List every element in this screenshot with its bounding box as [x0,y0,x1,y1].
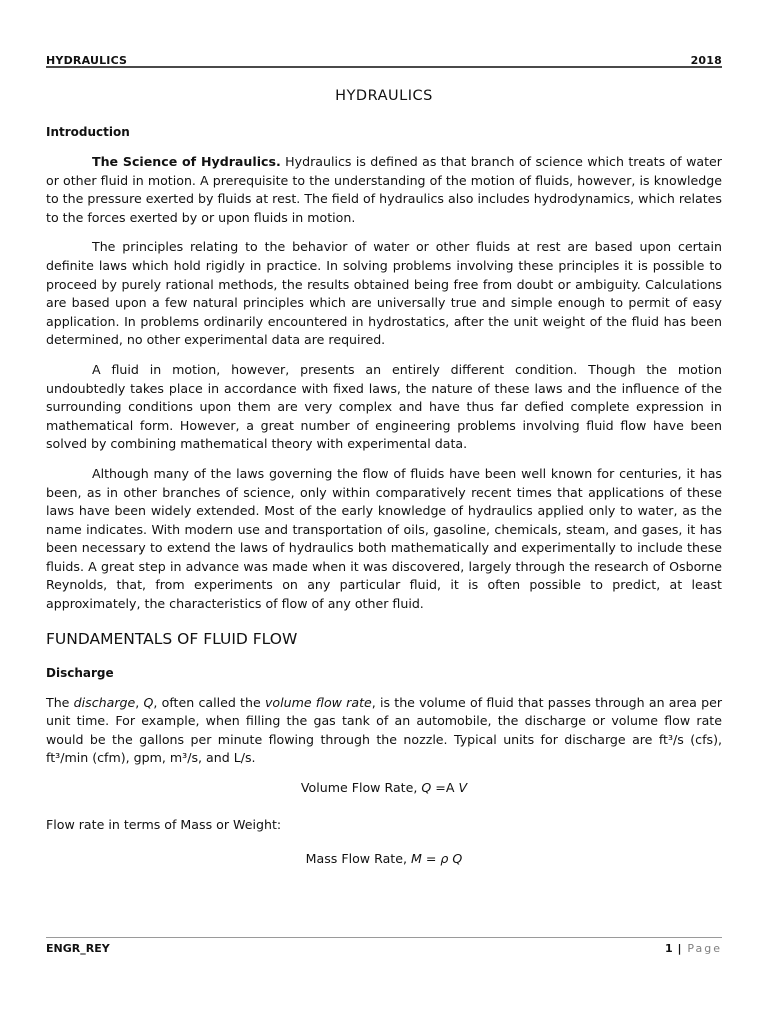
document-title: HYDRAULICS [335,88,433,104]
header-title: HYDRAULICS [46,54,128,67]
discharge-text-2: , [135,694,144,710]
mass-flow-intro: Flow rate in terms of Mass or Weight: [46,816,282,832]
footer-author: ENGR_REY [46,942,110,955]
page-separator: | [677,942,682,955]
equation-lhs: Q [421,780,432,796]
equation-label: Mass Flow Rate, [305,851,411,867]
equation-lhs: M [410,851,422,867]
page-indicator [665,942,722,955]
page-footer [46,942,722,955]
discharge-text-1: The [46,694,74,710]
introduction-heading: Introduction [46,125,130,139]
page-label: Page [687,942,722,955]
equation-mid: = [421,851,441,867]
intro-lead: The Science of Hydraulics. [92,154,281,169]
discharge-text-3: , often called the [153,694,265,710]
discharge-text-4: , is the volume of fluid that passes through an area per unit time. For example, when filling the gas tank of an automobile, the discharge or volume flow rate would be the gallons per minute flowing through the nozzle. Typical units for discharge are ft³/s (cfs), ft³/min (cfm), gpm, m³/s, and L/s. [46,694,723,766]
discharge-paragraph [46,694,722,768]
footer-divider [46,937,722,938]
equation-mid: =A [431,780,459,796]
equation-rhs: ρ Q [440,851,463,867]
mass-flow-equation [46,850,722,869]
discharge-term: discharge [73,694,136,710]
equation-rhs: V [458,780,468,796]
volume-flow-rate-term: volume flow rate [264,694,372,710]
page-header [46,47,722,67]
intro-paragraph-4: Although many of the laws governing the flow of fluids have been well known for centuries, it has been, as in other branches of science, only within comparatively recent times that applications of these laws have been widely extended. Most of the early knowledge of hydraulics applied only to water, as the name indicates. With modern use and transportation of oils, gasoline, chemicals, steam, and gases, it has been necessary to extend the laws of hydraulics both mathematically and experimentally to include these fluids. A great step in advance was made when it was discovered, largely through the research of Osborne Reynolds, that, from experiments on any particular fluid, it is often possible to predict, at least approximately, the characteristics of flow of any other fluid. [46,465,722,612]
page-content [46,85,722,887]
header-year: 2018 [690,54,722,67]
intro-paragraph-1-text: Hydraulics is defined as that branch of science which treats of water or other fluid in motion. A prerequisite to the understanding of the motion of fluids, however, is knowledge to the pressure exerted by fluids at rest. The field of hydraulics also includes hydrodynamics, which relates to the forces exerted by or upon fluids in motion. [46,154,722,225]
equation-label: Volume Flow Rate, [300,780,422,796]
section-title: FUNDAMENTALS OF FLUID FLOW [46,629,298,648]
discharge-symbol: Q [143,694,154,710]
intro-paragraph-2: The principles relating to the behavior of water or other fluids at rest are based upon certain definite laws which hold rigidly in practice. In solving problems involving these principles it is possible to proceed by purely rational methods, the results obtained being free from doubt or ambiguity. Calculations are based upon a few natural principles which are universally true and simple enough to permit of easy application. In problems ordinarily encountered in hydrostatics, after the unit weight of the fluid has been determined, no other experimental data are required. [46,239,722,348]
volume-flow-equation [46,779,722,798]
intro-paragraph-3: A fluid in motion, however, presents an entirely different condition. Though the motion undoubtedly takes place in accordance with fixed laws, the nature of these laws and the influence of the surrounding conditions upon them are very complex and have thus far defied complete expression in mathematical form. However, a great number of engineering problems involving fluid flow have been solved by combining mathematical theory with experimental data. [46,361,722,452]
discharge-heading: Discharge [46,665,114,680]
intro-paragraph-1 [46,153,722,227]
page-number: 1 [664,942,673,955]
header-divider [46,66,722,68]
